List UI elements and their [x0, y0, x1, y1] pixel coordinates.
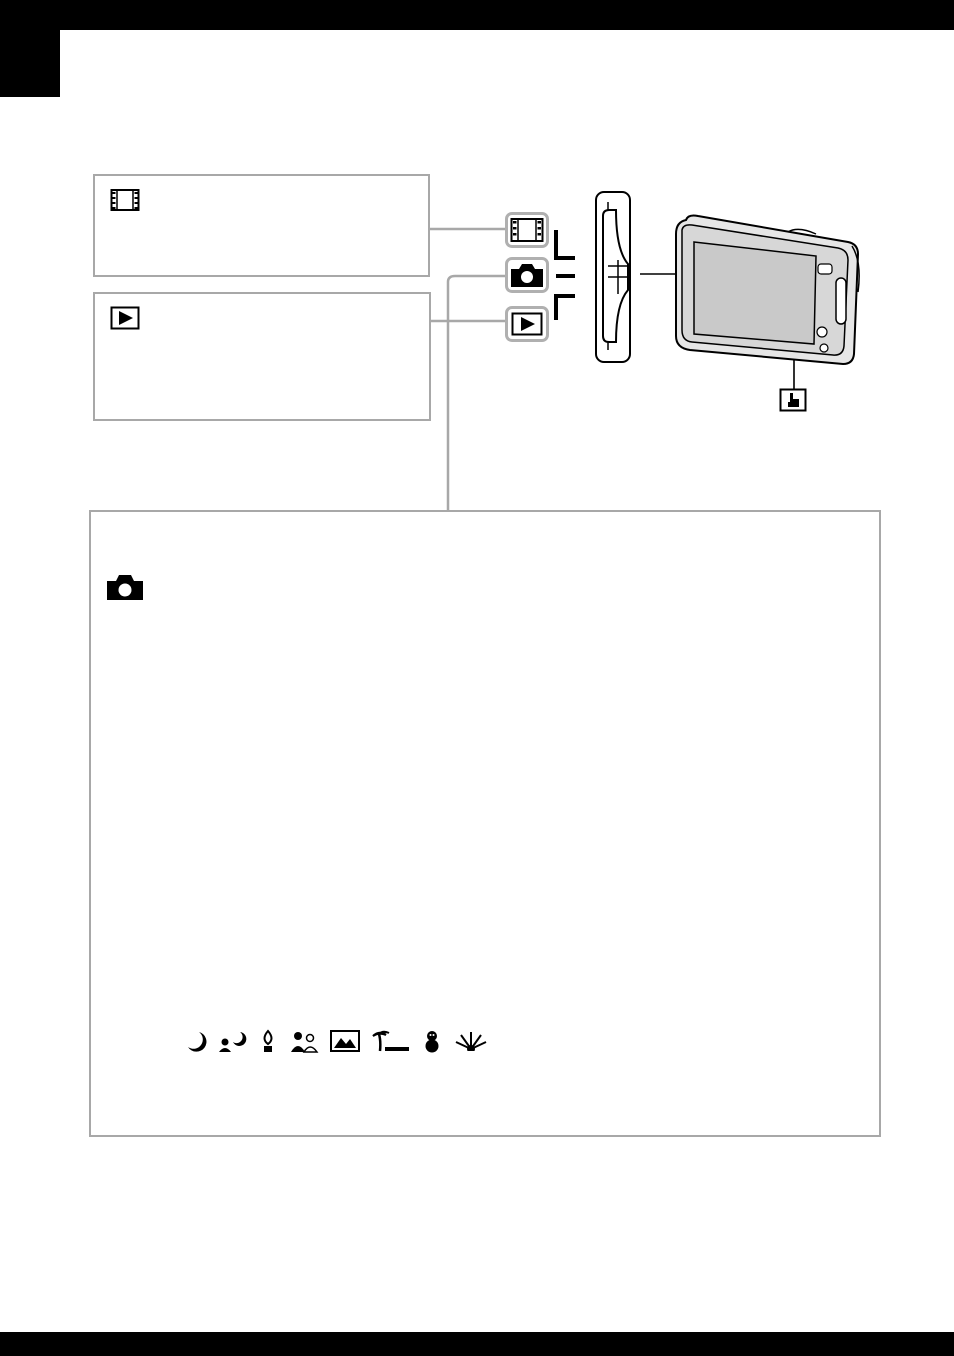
- camera-illustration: [668, 212, 864, 372]
- touch-hand-icon: [779, 388, 807, 412]
- playback-triangle-icon: [110, 306, 140, 330]
- movie-mode-button: [505, 212, 549, 248]
- movie-film-icon: [510, 217, 544, 243]
- movie-mode-box: [93, 174, 430, 277]
- switch-position-marks: [553, 228, 577, 322]
- playback-mode-box: [93, 292, 431, 421]
- soft-snap-icon: [289, 1029, 319, 1053]
- still-mode-box: [89, 510, 881, 1137]
- landscape-icon: [329, 1029, 361, 1053]
- beach-icon: [371, 1029, 411, 1053]
- playback-mode-button: [505, 306, 549, 342]
- still-connector: [448, 276, 505, 510]
- still-camera-icon: [105, 572, 145, 602]
- still-mode-button: [505, 257, 549, 293]
- twilight-moon-icon: [185, 1029, 207, 1053]
- candle-icon: [257, 1029, 279, 1053]
- snow-icon: [421, 1029, 443, 1053]
- fireworks-icon: [453, 1029, 489, 1053]
- scene-icon-row: [185, 1026, 489, 1056]
- still-camera-icon: [509, 261, 545, 289]
- movie-film-icon: [110, 188, 140, 212]
- twilight-portrait-icon: [217, 1029, 247, 1053]
- mode-switch-slider: [594, 190, 634, 364]
- playback-triangle-icon: [511, 312, 543, 336]
